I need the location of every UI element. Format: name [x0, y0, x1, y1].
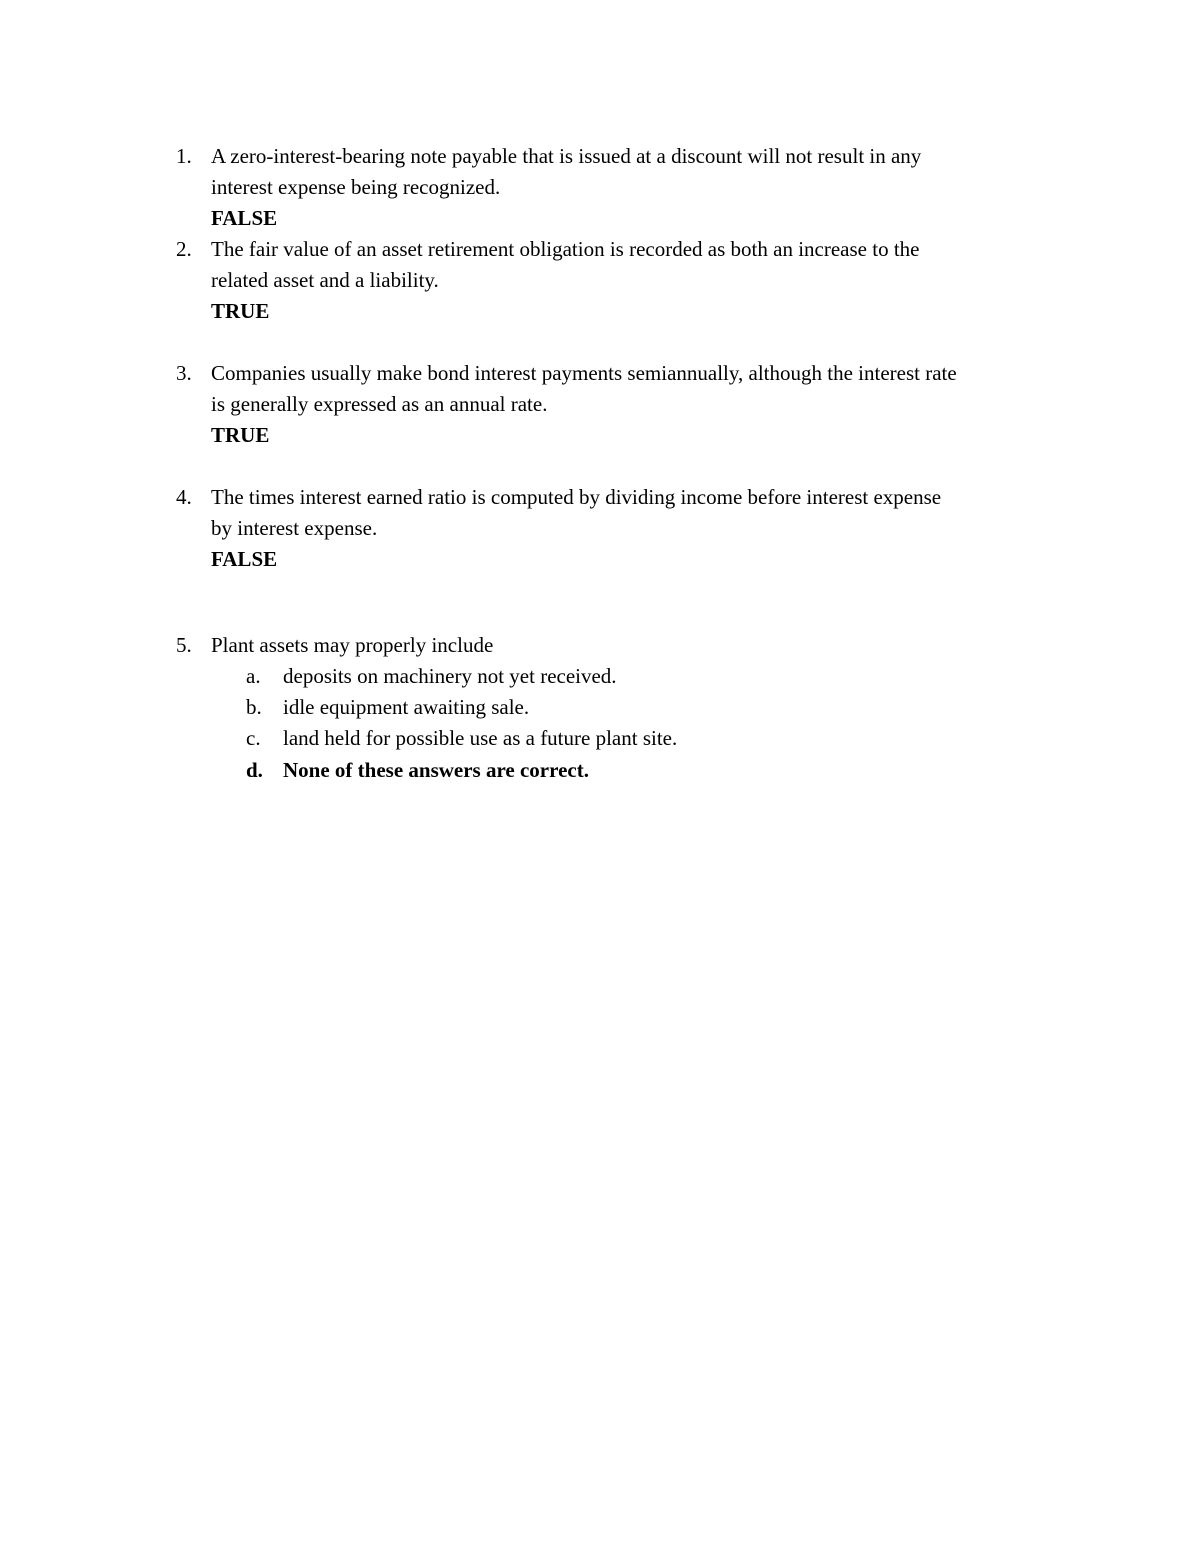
question-number: 3.	[176, 361, 192, 385]
option-letter-correct: d.	[246, 758, 263, 782]
answer-label: FALSE	[211, 547, 278, 571]
question-text-line: Plant assets may properly include	[211, 633, 494, 657]
question-text-line: The times interest earned ratio is computed by dividing income before interest expense	[211, 485, 942, 509]
question-text-line: The fair value of an asset retirement obligation is recorded as both an increase to the	[211, 237, 920, 261]
question-text-line: A zero-interest-bearing note payable that is issued at a discount will not result in any	[211, 144, 922, 168]
option-text: deposits on machinery not yet received.	[283, 664, 617, 688]
option-text: land held for possible use as a future plant site.	[283, 726, 678, 750]
answer-label: FALSE	[211, 206, 278, 230]
answer-label: TRUE	[211, 423, 270, 447]
question-number: 2.	[176, 237, 192, 261]
option-text-correct: None of these answers are correct.	[283, 758, 589, 782]
option-letter: b.	[246, 695, 262, 719]
question-text-line: Companies usually make bond interest payments semiannually, although the interest rate	[211, 361, 957, 385]
question-number: 1.	[176, 144, 192, 168]
question-text-line: interest expense being recognized.	[211, 175, 501, 199]
option-text: idle equipment awaiting sale.	[283, 695, 530, 719]
option-letter: c.	[246, 726, 261, 750]
question-text-line: by interest expense.	[211, 516, 378, 540]
option-letter: a.	[246, 664, 261, 688]
question-text-line: is generally expressed as an annual rate.	[211, 392, 548, 416]
question-number: 5.	[176, 633, 192, 657]
question-text-line: related asset and a liability.	[211, 268, 439, 292]
answer-label: TRUE	[211, 299, 270, 323]
question-number: 4.	[176, 485, 192, 509]
